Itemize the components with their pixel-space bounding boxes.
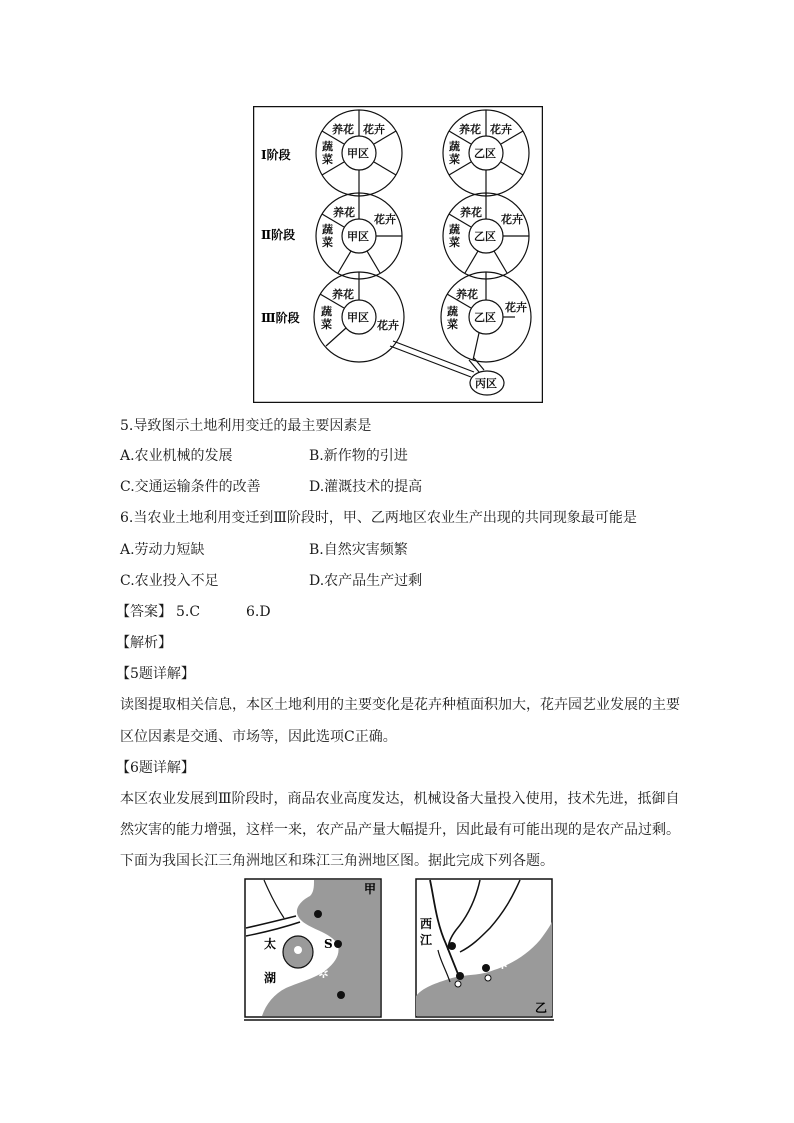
- q6-detail-line1: 本区农业发展到Ⅲ阶段时，商品农业高度发达，机械设备大量投入使用，技术先进，抵御自: [120, 791, 680, 807]
- s2-jia-yanghua: 养花: [333, 206, 355, 219]
- delta-maps-figure: [244, 878, 554, 1022]
- q5-option-b: B.新作物的引进: [309, 448, 408, 464]
- q6-option-d: D.农产品生产过剩: [309, 573, 423, 589]
- q5-detail-line2: 区位因素是交通、市场等，因此选项C正确。: [120, 729, 397, 745]
- s2-yi-yanghua: 养花: [460, 206, 482, 219]
- q6-stem: 6.当农业土地利用变迁到Ⅲ阶段时，甲、乙两地区农业生产出现的共同现象最可能是: [120, 510, 637, 526]
- s1-yi-huahui: 花卉: [490, 123, 512, 136]
- taihu-label-2: 湖: [264, 971, 277, 985]
- s3-jia-yanghua: 养花: [332, 288, 354, 301]
- land-use-stages-figure: [253, 106, 543, 403]
- s2-yi-zone: 乙区: [474, 230, 496, 243]
- q5-stem: 5.导致图示土地利用变迁的最主要因素是: [120, 418, 372, 434]
- s1-yi-cai: 菜: [449, 153, 460, 166]
- answer-q6: 6.D: [246, 604, 271, 620]
- s1-yi-zone: 乙区: [474, 147, 496, 160]
- map-yi: [416, 879, 552, 1017]
- q5-detail-line1: 读图提取相关信息，本区土地利用的主要变化是花卉种植面积加大，花卉园艺业发展的主要: [120, 697, 680, 713]
- s1-jia-zone: 甲区: [347, 147, 369, 160]
- s2-jia-cai: 菜: [322, 236, 333, 249]
- s3-yi-huahui: 花卉: [505, 301, 527, 314]
- s3-jia-zone: 甲区: [347, 311, 369, 324]
- map-jia-label: 甲: [364, 882, 377, 896]
- s2-yi-huahui: 花卉: [501, 213, 523, 226]
- s3-yi-zone: 乙区: [474, 311, 496, 324]
- s3-yi-yanghua: 养花: [456, 288, 478, 301]
- xijiang-label-2: 江: [420, 933, 433, 947]
- s3-yi-cai: 菜: [447, 318, 458, 331]
- svg-text:✲: ✲: [497, 958, 508, 973]
- s2-yi-shu: 蔬: [449, 223, 460, 236]
- s1-yi-yanghua: 养花: [459, 123, 481, 136]
- map-jia: [245, 879, 381, 1017]
- s2-jia-huahui: 花卉: [374, 213, 396, 226]
- q5-option-c: C.交通运输条件的改善: [120, 479, 261, 495]
- answer-q5: 5.C: [176, 604, 201, 620]
- q6-option-a: A.劳动力短缺: [120, 542, 205, 558]
- s2-yi-cai: 菜: [449, 236, 460, 249]
- s3-yi-shu: 蔬: [447, 305, 458, 318]
- s-label: S: [324, 937, 333, 951]
- s1-jia-cai: 菜: [322, 153, 333, 166]
- q6-detail-label: 【6题详解】: [116, 760, 195, 776]
- s1-jia-shu: 蔬: [322, 140, 333, 153]
- q6-option-b: B.自然灾害频繁: [309, 542, 408, 558]
- q6-option-c: C.农业投入不足: [120, 573, 219, 589]
- s3-jia-cai: 菜: [321, 318, 332, 331]
- stage-3-label: Ⅲ阶段: [261, 311, 300, 325]
- stage-2-label: Ⅱ阶段: [261, 228, 296, 242]
- s3-jia-huahui: 花卉: [377, 319, 399, 332]
- map-yi-label: 乙: [535, 1001, 548, 1015]
- intro-text: 下面为我国长江三角洲地区和珠江三角洲地区图。据此完成下列各题。: [120, 853, 554, 869]
- q5-option-a: A.农业机械的发展: [120, 448, 233, 464]
- bing-zone-label: 丙区: [475, 377, 497, 390]
- svg-text:✲: ✲: [318, 967, 329, 982]
- stage-1-label: Ⅰ阶段: [261, 148, 291, 162]
- taihu-label-1: 太: [264, 937, 277, 951]
- s1-jia-huahui: 花卉: [363, 123, 385, 136]
- q5-detail-label: 【5题详解】: [116, 666, 195, 682]
- q6-detail-line2: 然灾害的能力增强，这样一来，农产品产量大幅提升，因此最有可能出现的是农产品过剩。: [120, 822, 680, 838]
- s3-jia-shu: 蔬: [321, 305, 332, 318]
- s1-jia-yanghua: 养花: [332, 123, 354, 136]
- s2-jia-shu: 蔬: [322, 223, 333, 236]
- answer-label: 【答案】: [116, 604, 172, 620]
- analysis-label: 【解析】: [116, 635, 172, 651]
- q5-option-d: D.灌溉技术的提高: [309, 479, 423, 495]
- xijiang-label-1: 西: [420, 917, 433, 931]
- s1-yi-shu: 蔬: [449, 140, 460, 153]
- s2-jia-zone: 甲区: [347, 230, 369, 243]
